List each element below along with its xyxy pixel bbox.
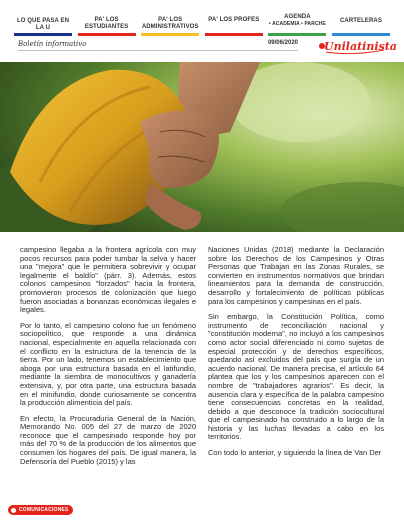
nav-sublabel: • ACADEMIA • PARCHE xyxy=(268,20,326,27)
nav-item-profes[interactable] xyxy=(205,0,263,38)
paragraph: Sin embargo, la Constitución Política, como instrumento de reconciliación nacional y "constitución moderna", no incluyó a los campesinos como actor social diferenciado ni como sujetos de especial protección y de derechos específicos, quedando así excluidos del país que surgía de un acuerdo nacional. De manera precisa, el artículo 64 plantea que los y los campesinos aparecen con el nombre de "trabajadores agrarios". Es decir, la ausencia clara y específica de la palabra campesino tiene consecuencias concretas en la realidad, debido a que desconoce la tradición sociocultural que el campesinado ha construido a lo largo de la historia y las luchas llevadas a cabo en los territorios. xyxy=(208,312,384,442)
nav-item-estudiantes[interactable] xyxy=(78,0,136,38)
badge-label: COMUNICACIONES xyxy=(19,507,69,513)
paragraph: campesino llegaba a la frontera agrícola con muy pocos recursos para poder tumbar la selva y hacer una "mejora" que le permitiera sobrevivir y ocupar legalmente el baldío" (párr. 3). Además, estos colonos campesinos "forzados" hacia la frontera, promovieron procesos de colonización que luego fueron asociadas a bonanzas económicas ilegales e legales. xyxy=(20,245,196,315)
cacao-photo-icon xyxy=(0,62,404,232)
article-column-left xyxy=(20,246,196,473)
nav-label: LO QUE PASA EN LA U xyxy=(16,18,70,31)
badge-dot-icon xyxy=(11,508,16,513)
comunicaciones-badge[interactable] xyxy=(8,505,73,515)
hero-photo-cacao xyxy=(0,62,404,232)
nav-underline xyxy=(78,33,136,36)
nav-label: PA' LOS ADMINISTRATIVOS xyxy=(141,17,199,30)
bulletin-label: Boletín informativo xyxy=(18,40,87,48)
nav-underline xyxy=(205,33,263,36)
nav-label: AGENDA xyxy=(284,14,311,20)
header-divider xyxy=(18,50,298,51)
paragraph: Por lo tanto, el campesino colono fue un fenómeno sociopolítico, que responde a una dinámica nacional, especialmente en aquella relacionada con el conflicto en la estructura de la tenencia de la tierra. Por un lado, tenemos un establecimiento que aboga por una estructura basada en el latifundio, mediante la siembra de monocultivos y ganadería extensiva, y, por otra parte, una estructura basada en el minifundio, donde curiosamente se concentra la producción alimenticia del país. xyxy=(20,320,196,408)
logo-text: Unilatinista xyxy=(324,40,397,53)
nav-underline xyxy=(14,33,72,36)
nav-item-carteleras[interactable] xyxy=(332,0,390,38)
nav-item-agenda[interactable] xyxy=(268,0,326,38)
article-body xyxy=(0,234,404,504)
bulletin-date: 09/06/2020 xyxy=(267,40,298,46)
article-column-right xyxy=(208,246,384,465)
unilatinista-logo[interactable] xyxy=(318,34,397,56)
nav-item-administrativos[interactable] xyxy=(141,0,199,38)
nav-label: PA' LOS ESTUDIANTES xyxy=(84,17,129,30)
nav-item-lo-que-pasa[interactable] xyxy=(14,0,72,38)
paragraph: Naciones Unidas (2018) mediante la Declaración sobre los Derechos de los Campesinos y Otras Personas que Trabajan en las Zonas Rurales, se convierten en instrumentos normativos que brindan lineamientos para la demanda de construcción, desarrollo y fortalecimiento de políticas públicas para los campesinos y campesinas en el país. xyxy=(208,245,384,306)
paragraph: Con todo lo anterior, y siguiendo la línea de Van Der xyxy=(208,448,382,458)
nav-underline xyxy=(141,33,199,36)
top-navigation xyxy=(0,0,404,38)
nav-label: PA' LOS PROFES xyxy=(208,17,260,23)
nav-label: CARTELERAS xyxy=(339,18,382,24)
paragraph: En efecto, la Procuraduría General de la Nación, Memorando No. 005 del 27 de marzo de 2020 reconoce que el campesinado responde hoy por más del 70 % de la producción de los alimentos que consumen los hogares del país. De igual manera, la Defensoría del Pueblo (2015) y las xyxy=(20,413,196,466)
